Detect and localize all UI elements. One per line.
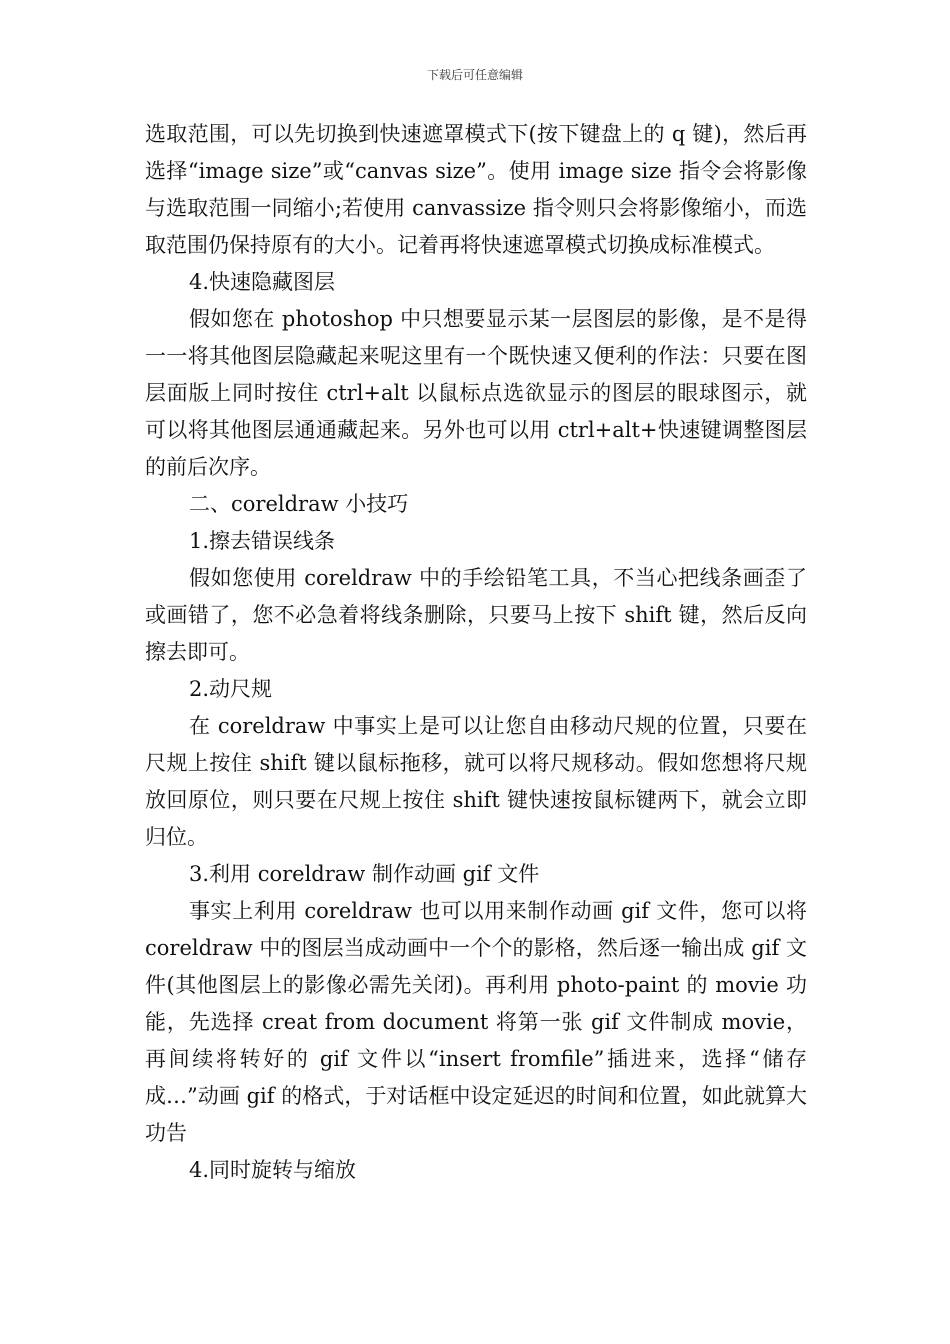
section-heading: 二、coreldraw 小技巧 [189,492,409,516]
section-heading: 1.擦去错误线条 [189,529,336,553]
document-body [145,116,807,1189]
paragraph: 假如您在 photoshop 中只想要显示某一层图层的影像，是不是得一一将其他图层隐藏起来呢这里有一个既快速又便利的作法：只要在图层面版上同时按住 ctrl+alt 以鼠标点选欲显示的图层的眼球图示，就可以将其他图层通通藏起来。另外也可以用 ctrl+alt+快速键调整图层的前后次序。 [145,307,807,479]
paragraph: 选取范围，可以先切换到快速遮罩模式下(按下键盘上的 q 键)，然后再选择“image size”或“canvas size”。使用 image size 指令会将影像与选取范围一同缩小;若使用 canvassize 指令则只会将影像缩小，而选取范围仍保持原有的大小。记着再将快速遮罩模式切换成标准模式。 [145,122,807,257]
paragraph: 假如您使用 coreldraw 中的手绘铅笔工具，不当心把线条画歪了或画错了，您不必急着将线条删除，只要马上按下 shift 键，然后反向擦去即可。 [145,566,807,664]
paragraph: 事实上利用 coreldraw 也可以用来制作动画 gif 文件，您可以将 coreldraw 中的图层当成动画中一个个的影格，然后逐一输出成 gif 文件(其他图层上的影像必需先关闭)。再利用 photo-paint 的 movie 功能，先选择 creat from document 将第一张 gif 文件制成 movie，再间续将转好的 gif 文件以“insert fromfile”插进来，选择“储存成…”动画 gif 的格式，于对话框中设定延迟的时间和位置，如此就算大功告 [145,899,807,1145]
section-heading: 3.利用 coreldraw 制作动画 gif 文件 [189,862,540,886]
section-heading: 4.同时旋转与缩放 [189,1158,357,1182]
section-heading: 4.快速隐藏图层 [189,270,336,294]
page-header: 下载后可任意编辑 [426,68,523,82]
section-heading: 2.动尺规 [189,677,273,701]
paragraph: 在 coreldraw 中事实上是可以让您自由移动尺规的位置，只要在尺规上按住 shift 键以鼠标拖移，就可以将尺规移动。假如您想将尺规放回原位，则只要在尺规上按住 shift 键快速按鼠标键两下，就会立即归位。 [145,714,807,849]
